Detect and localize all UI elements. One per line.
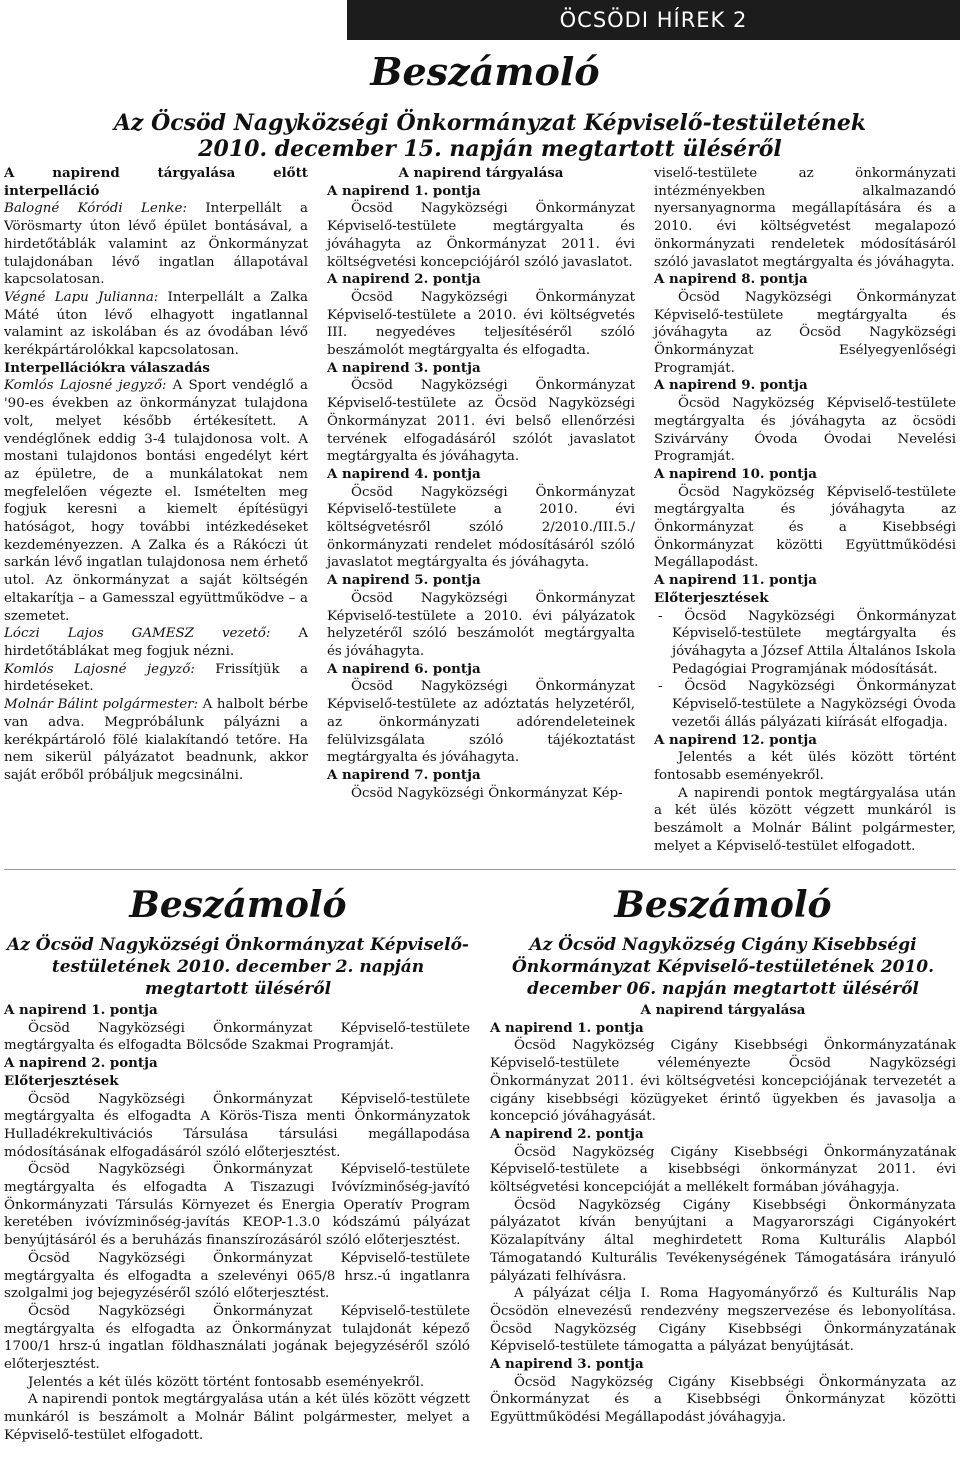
agenda-heading: A napirend 9. pontja	[654, 377, 808, 394]
body-paragraph: Öcsöd Nagyközség Képviselő-testülete megtárgyalta és jóváhagyta az Önkormányzat és a Kisebbségi Önkormányzat közötti Együttműködési Megállapodást.	[654, 484, 956, 571]
body-paragraph: A pályázat célja I. Roma Hagyományőrző és Kulturális Nap Öcsödön elnevezésű rendezvény megszervezése és lebonyolítása. Öcsöd Nagyközség Cigány Kisebbségi Önkormányzatának Képviselő-testülete támogatta a pályázat benyújtását.	[490, 1286, 956, 1355]
body-paragraph: Öcsöd Nagyközség Cigány Kisebbségi Önkormányzata az Önkormányzat és a Kisebbségi Önkormányzat közötti Együttműködési Megállapodást jóváhagyja.	[490, 1374, 956, 1426]
agenda-heading: A napirend 12. pontja	[654, 731, 817, 748]
agenda-heading: A napirend 4. pontja	[327, 465, 481, 482]
body-paragraph: Öcsöd Nagyközségi Önkormányzat Képviselő-testülete a 2010. évi pályázatok helyzetéről szóló beszámolót megtárgyalta és jóváhagyta.	[327, 590, 635, 659]
body-paragraph: A napirendi pontok megtárgyalása után a két ülés között végzett munkáról is beszámolt a Molnár Bálint polgármester, melyet a Képviselő-testület elfogadott.	[654, 785, 956, 854]
body-paragraph: Jelentés a két ülés között történt fontosabb eseményekről.	[654, 750, 956, 783]
agenda-heading: A napirend 8. pontja	[654, 271, 808, 288]
top-article-subtitle	[60, 110, 920, 162]
list-item: - Öcsöd Nagyközségi Önkormányzat Képviselő-testülete megtárgyalta és jóváhagyta a József Attila Általános Iskola Pedagógiai Programjának módosítását.	[658, 608, 956, 677]
agenda-heading: Előterjesztések	[4, 1072, 119, 1089]
speaker-text: A hirdetőtáblákat meg fogjuk nézni.	[4, 626, 308, 659]
agenda-heading: A napirend tárgyalása	[398, 165, 564, 181]
body-paragraph: Öcsöd Nagyközségi Önkormányzat Képviselő-testülete az Öcsöd Nagyközségi Önkormányzat 2011. évi belső ellenőrzési tervének elfogadásáról szólót javaslatot megtárgyalta és jóváhagyta.	[327, 378, 635, 465]
body-paragraph: Jelentés a két ülés között történt fontosabb eseményekről.	[28, 1374, 425, 1390]
agenda-heading: A napirend 2. pontja	[490, 1125, 644, 1142]
speaker-paragraph	[4, 661, 308, 696]
agenda-heading: A napirend 2. pontja	[327, 271, 481, 288]
speaker-paragraph	[4, 625, 308, 660]
speaker-paragraph	[4, 200, 308, 289]
body-paragraph: Öcsöd Nagyközségi Önkormányzat Képviselő-testülete megtárgyalta és elfogadta az Önkormányzat tulajdonát képező 1700/1 hrsz-ú ingatlan földhasználati jogának bejegyzéséről szóló előterjesztést.	[4, 1303, 470, 1373]
body-paragraph: Öcsöd Nagyközségi Önkormányzat Képviselő-testülete megtárgyalta és elfogadta A Tiszazugi Ivóvízminőség-javító Önkormányzati Társulás Környezet és Energia Operatív Program keretében ivóvízminőség-javítás KEOP-1.3.0 kódszámú pályázat benyújtásáról és a beruházás finanszírozásáról szóló előterjesztést.	[4, 1162, 470, 1249]
section-header	[347, 0, 960, 40]
agenda-heading: A napirend 10. pontja	[654, 465, 817, 482]
top-article-subtitle-line1: Az Öcsöd Nagyközségi Önkormányzat Képviselő-testületének	[113, 110, 867, 136]
left-article-body	[4, 1002, 470, 1445]
agenda-heading: A napirend 1. pontja	[490, 1019, 644, 1036]
body-paragraph: Öcsöd Nagyközségi Önkormányzat Képviselő-testülete a 2010. évi költségvetés III. negyedéves teljesítéséről szóló beszámolót megtárgyalta és elfogadta.	[327, 289, 635, 359]
body-paragraph: Öcsöd Nagyközség Cigány Kisebbségi Önkormányzata pályázatot kíván benyújtani a Magyarországi Cigányokért Közalapítvány által meghirdetett Roma Kulturális Alapból Támogatandó Kulturális Tevékenységének Támogatására irányuló pályázati felhívásra.	[490, 1197, 956, 1284]
agenda-heading: A napirend 1. pontja	[327, 182, 481, 199]
agenda-heading: A napirend 6. pontja	[327, 660, 481, 677]
agenda-heading: A napirend 3. pontja	[490, 1356, 644, 1373]
right-article-body	[490, 1002, 956, 1427]
body-paragraph: Öcsöd Nagyközség Cigány Kisebbségi Önkormányzatának Képviselő-testülete a kisebbségi önkormányzat 2011. évi költségvetési koncepcióját a mellékelt formában jóváhagyja.	[490, 1144, 956, 1196]
speaker-paragraph	[4, 289, 308, 360]
speaker-text: Frissítjük a hirdetéseket.	[4, 661, 308, 695]
speaker-paragraph	[4, 377, 308, 625]
section-label: ÖCSÖDI HÍREK 2	[559, 8, 748, 32]
top-article-column-3	[654, 165, 956, 855]
agenda-heading: A napirend 1. pontja	[4, 1002, 158, 1018]
agenda-heading: Interpellációkra válaszadás	[4, 359, 210, 376]
agenda-heading: A napirend 3. pontja	[327, 359, 481, 376]
speaker-name: Komlós Lajosné jegyző:	[4, 378, 167, 394]
right-article-subtitle: Az Öcsöd Nagyközség Cigány Kisebbségi Önkormányzat Képviselő-testületének 2010. december 06. napján megtartott üléséről	[511, 935, 935, 999]
body-paragraph: Öcsöd Nagyközség Képviselő-testülete megtárgyalta és jóváhagyta az öcsödi Szivárvány Óvoda Óvodai Nevelési Programját.	[654, 396, 956, 465]
speaker-text: A halbolt bérbe van adva. Megpróbálunk pályázni a kerékpártároló fölé kialakítandó tetőre. Ha nem sikerül pályázatot beadnunk, akkor saját erőből próbáljuk megcsinálni.	[4, 697, 308, 783]
body-paragraph: Öcsöd Nagyközségi Önkormányzat Képviselő-testülete megtárgyalta és elfogadta a szelevényi 065/8 hrsz.-ú ingatlanra szolgalmi jog bejegyzéséről szóló előterjesztést.	[4, 1250, 470, 1302]
body-paragraph: Öcsöd Nagyközségi Önkormányzat Képviselő-testülete megtárgyalta és elfogadta A Körös-Tisza menti Önkormányzatok Hulladékrekultivációs Társulása társulási megállapodása módosításának elfogadásáról szóló előterjesztést.	[4, 1091, 470, 1160]
left-article-subtitle: Az Öcsöd Nagyközségi Önkormányzat Képviselő-testületének 2010. december 2. napján megtartott üléséről	[7, 935, 469, 999]
top-article-column-2	[327, 165, 635, 802]
list-item: - Öcsöd Nagyközségi Önkormányzat Képviselő-testülete a Nagyközségi Óvoda vezetői állás pályázati kiírását elfogadja.	[658, 679, 956, 730]
body-paragraph: Öcsöd Nagyközségi Önkormányzat Képviselő-testülete a 2010. évi költségvetésről szóló 2/2010./III.5./ önkormányzati rendelet módosításáról szóló javaslatot megtárgyalta és jóváhagyta.	[327, 484, 635, 571]
top-article-title: Beszámoló	[370, 49, 600, 94]
agenda-heading: A napirend 5. pontja	[327, 572, 481, 589]
agenda-heading: A napirend 11. pontja	[654, 572, 817, 589]
speaker-text: A Sport vendéglő a '90-es években az önkormányzat tulajdona volt, melyet később értékesített. A vendéglőnek eddig 3-4 tulajdonosa volt. A mostani tulajdonos bontási engedélyt kért az épületre, de a munkálatokat nem megfelelően végezte el. Ismételten meg fogjuk keresni a kiemelt építésügyi hatóságot, hogy további intézkedéseket kezdeményezzen. A Zalka és a Rákóczi út sarkán lévő ingatlan tulajdonosa nem érhető utol. Az önkormányzat a saját költségén eltakarítja – a Gamesszal együttműködve – a szemetet.	[4, 378, 308, 624]
speaker-text: Interpellált a Zalka Máté úton lévő elhagyott ingatlannal valamint az iskolában és az óvodában lévő kerékpártárolókkal kapcsolatosan.	[4, 289, 308, 359]
body-paragraph: Öcsöd Nagyközségi Önkormányzat Kép-	[351, 785, 623, 801]
body-paragraph: Öcsöd Nagyközségi Önkormányzat Képviselő-testülete megtárgyalta és elfogadta Bölcsőde Szakmai Programját.	[4, 1020, 470, 1054]
top-article-column-1	[4, 165, 308, 785]
speaker-text: Interpellált a Vörösmarty úton lévő épület bontásával, a hirdetőtáblák valamint az Önkormányzat tulajdonában lévő ingatlan állapotával kapcsolatosan.	[4, 201, 308, 288]
speaker-name: Lóczi Lajos GAMESZ vezető:	[4, 626, 271, 642]
body-paragraph: A napirendi pontok megtárgyalása után a két ülés között végzett munkáról is beszámolt a Molnár Bálint polgármester, melyet a Képviselő-testület elfogadott.	[4, 1392, 470, 1443]
body-paragraph: Öcsöd Nagyközségi Önkormányzat Képviselő-testülete az adóztatás helyzetéről, az önkormányzati adórendeleteinek felülvizsgálata szóló tájékoztatást megtárgyalta és jóváhagyta.	[327, 679, 635, 766]
agenda-heading: A napirend tárgyalása előtt interpelláció	[4, 165, 308, 199]
agenda-heading: A napirend 2. pontja	[4, 1055, 158, 1072]
agenda-heading: A napirend 7. pontja	[327, 766, 481, 783]
speaker-name: Molnár Bálint polgármester:	[4, 697, 199, 713]
body-paragraph: Öcsöd Nagyközség Cigány Kisebbségi Önkormányzatának Képviselő-testülete véleményezte Öcsöd Nagyközségi Önkormányzat 2011. évi költségvetési koncepciójának tervezetét a cigány kisebbségi közügyeket érintő ügyekben és javasolja a koncepció jóváhagyását.	[490, 1038, 956, 1125]
section-divider	[4, 869, 956, 870]
agenda-heading: A napirend tárgyalása	[640, 1002, 806, 1018]
left-article-title: Beszámoló	[129, 884, 347, 926]
body-paragraph: viselő-testülete az önkormányzati intézményekben alkalmazandó nyersanyagnorma megállapítására és a 2010. évi költségvetést megalapozó önkormányzati rendeletek módosításáról szóló javaslatot megtárgyalta és jóváhagyta.	[654, 166, 956, 270]
speaker-name: Balogné Kóródi Lenke:	[4, 201, 187, 217]
speaker-name: Komlós Lajosné jegyző:	[4, 661, 195, 677]
body-paragraph: Öcsöd Nagyközségi Önkormányzat Képviselő-testülete megtárgyalta és jóváhagyta az Önkormányzat 2011. évi költségvetési koncepciójáról szóló javaslatot.	[327, 201, 635, 270]
body-paragraph: Öcsöd Nagyközségi Önkormányzat Képviselő-testülete megtárgyalta és jóváhagyta az Öcsöd Nagyközségi Önkormányzat Esélyegyenlőségi Programját.	[654, 289, 956, 376]
right-article-title: Beszámoló	[614, 884, 832, 926]
speaker-name: Végné Lapu Julianna:	[4, 289, 159, 305]
speaker-paragraph	[4, 696, 308, 785]
top-article-subtitle-line2: 2010. december 15. napján megtartott üléséről	[198, 136, 782, 162]
agenda-heading: Előterjesztések	[654, 589, 769, 606]
